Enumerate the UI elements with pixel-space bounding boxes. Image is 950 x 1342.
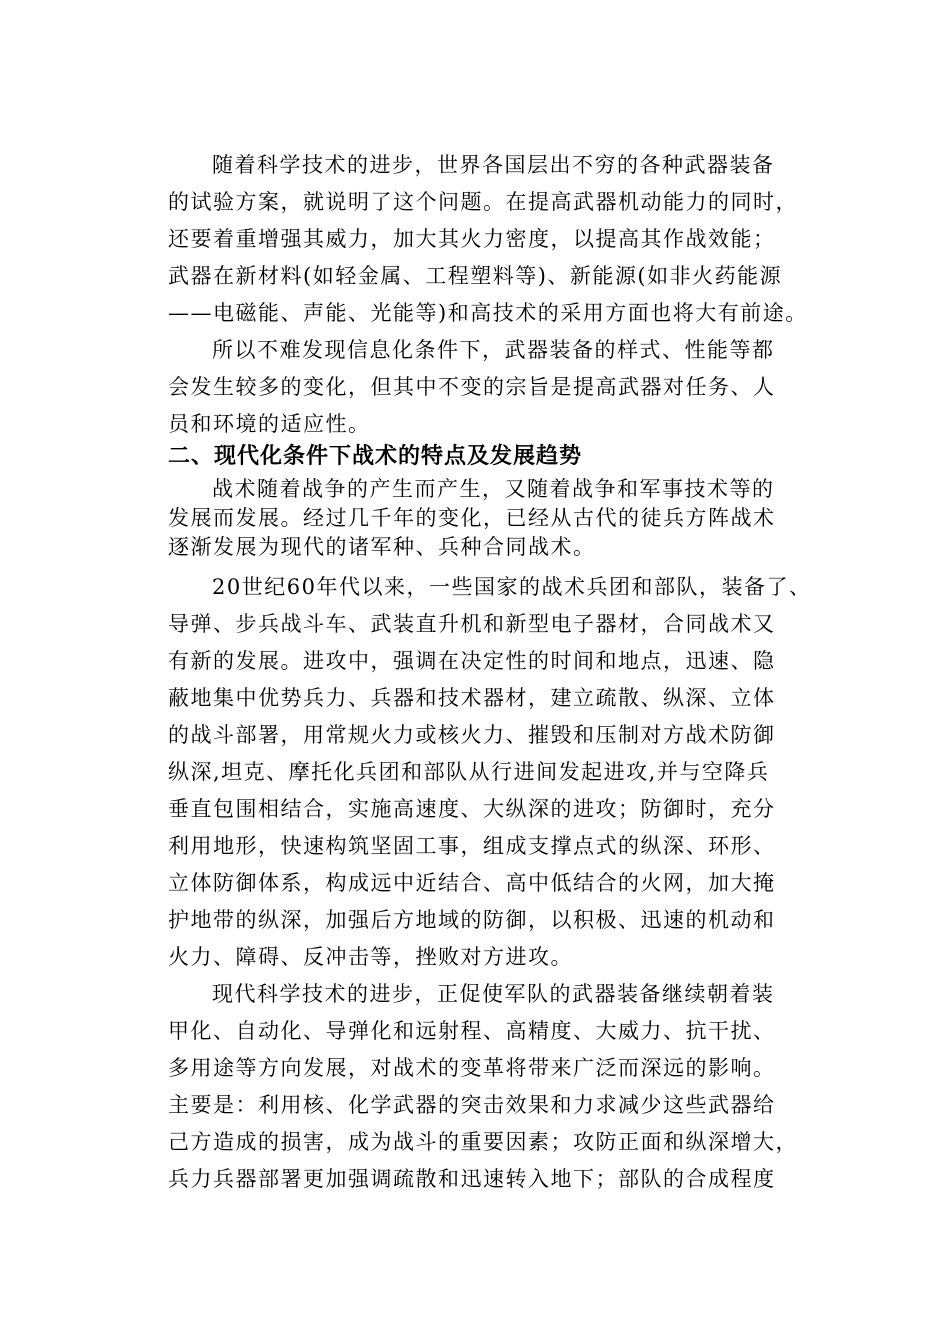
paragraph-5-line-6: 兵力兵器部署更加强调疏散和迅速转入地下；部队的合成程度 xyxy=(168,1167,776,1191)
paragraph-5-line-5: 己方造成的损害，成为战斗的重要因素；攻防正面和纵深增大， xyxy=(168,1130,798,1154)
paragraph-4-line-6: 纵深,坦克、摩托化兵团和部队从行进间发起进攻,并与空降兵 xyxy=(168,760,770,784)
paragraph-4-line-9: 立体防御体系，构成远中近结合、高中低结合的火网，加大掩 xyxy=(168,871,776,895)
paragraph-4-line-10: 护地带的纵深，加强后方地域的防御，以积极、迅速的机动和 xyxy=(168,908,776,932)
paragraph-5-line-1: 现代科学技术的进步，正促使军队的武器装备继续朝着装 xyxy=(212,982,775,1006)
paragraph-1-line-1: 随着科学技术的进步，世界各国层出不穷的各种武器装备 xyxy=(212,153,775,177)
paragraph-3-line-3: 逐渐发展为现代的诸军种、兵种合同战术。 xyxy=(168,535,596,559)
paragraph-5-line-3: 多用途等方向发展，对战术的变革将带来广泛而深远的影响。 xyxy=(168,1056,776,1080)
paragraph-1-line-5: ——电磁能、声能、光能等)和高技术的采用方面也将大有前途。 xyxy=(168,301,808,325)
paragraph-4-line-1: 20世纪60年代以来，一些国家的战术兵团和部队，装备了、 xyxy=(212,575,812,599)
paragraph-4-line-11: 火力、障碍、反冲击等，挫败对方进攻。 xyxy=(168,945,573,969)
paragraph-2-line-2: 会发生较多的变化，但其中不变的宗旨是提高武器对任务、人 xyxy=(168,375,776,399)
paragraph-1-line-3: 还要着重增强其威力，加大其火力密度，以提高其作战效能； xyxy=(168,227,776,251)
paragraph-4-line-2: 导弹、步兵战斗车、武装直升机和新型电子器材，合同战术又 xyxy=(168,612,776,636)
paragraph-1-line-2: 的试验方案，就说明了这个问题。在提高武器机动能力的同时， xyxy=(168,190,798,214)
paragraph-5-line-2: 甲化、自动化、导弹化和远射程、高精度、大威力、抗干扰、 xyxy=(168,1019,776,1043)
paragraph-5-line-4: 主要是：利用核、化学武器的突击效果和力求减少这些武器给 xyxy=(168,1093,776,1117)
paragraph-4-line-7: 垂直包围相结合，实施高速度、大纵深的进攻；防御时，充分 xyxy=(168,797,776,821)
paragraph-4-line-4: 蔽地集中优势兵力、兵器和技术器材，建立疏散、纵深、立体 xyxy=(168,686,776,710)
paragraph-4-line-5: 的战斗部署，用常规火力或核火力、摧毁和压制对方战术防御 xyxy=(168,723,776,747)
paragraph-2-line-1: 所以不难发现信息化条件下，武器装备的样式、性能等都 xyxy=(212,338,775,362)
paragraph-4-line-3: 有新的发展。进攻中，强调在决定性的时间和地点，迅速、隐 xyxy=(168,649,776,673)
paragraph-4-line-8: 利用地形，快速构筑坚固工事，组成支撑点式的纵深、环形、 xyxy=(168,834,776,858)
paragraph-3-line-1: 战术随着战争的产生而产生，又随着战争和军事技术等的 xyxy=(212,477,775,501)
paragraph-3-line-2: 发展而发展。经过几千年的变化，已经从古代的徒兵方阵战术 xyxy=(168,506,776,530)
paragraph-1-line-4: 武器在新材料(如轻金属、工程塑料等)、新能源(如非火药能源 xyxy=(168,264,783,288)
paragraph-2-line-3: 员和环境的适应性。 xyxy=(168,412,371,436)
section-heading: 二、现代化条件下战术的特点及发展趋势 xyxy=(168,444,583,469)
